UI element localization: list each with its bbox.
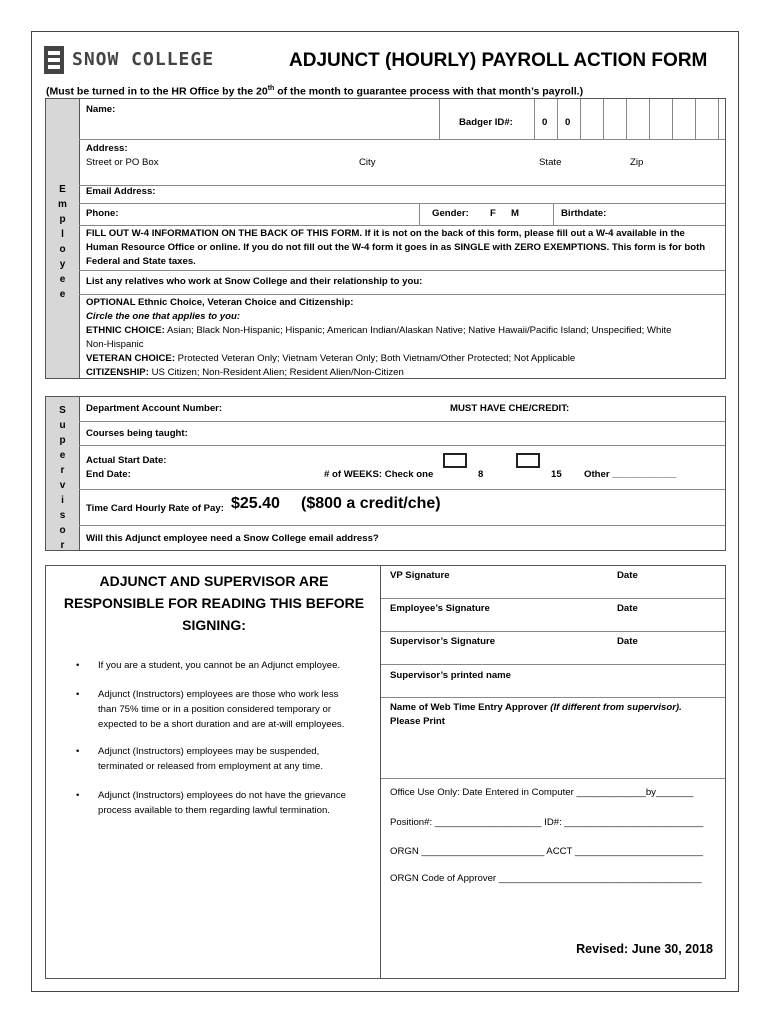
- ethnic-choice-line: ETHNIC CHOICE: Asian; Black Non-Hispanic; Hispanic; American Indian/Alaskan Native; Native Hawaii/Pacific Island; Unspecified; White: [86, 325, 672, 336]
- notice-bullet-line: than 75% time or in a position considered temporary or: [98, 704, 332, 715]
- snow-college-s-icon: [44, 46, 64, 74]
- employee-letter: p: [59, 214, 66, 225]
- snow-college-logo: [44, 46, 214, 74]
- address-row[interactable]: [79, 139, 725, 185]
- optional-subtitle: Circle the one that applies to you:: [86, 311, 241, 322]
- zip-label: Zip: [630, 157, 644, 168]
- email-label: Email Address:: [86, 186, 156, 197]
- end-date-label: End Date:: [86, 469, 131, 480]
- vp-signature-label: VP Signature: [390, 570, 450, 581]
- supervisor-letter: s: [59, 510, 66, 521]
- employee-side-label: [46, 182, 79, 302]
- name-row[interactable]: [79, 99, 725, 139]
- badger-id-digit[interactable]: 0: [565, 117, 571, 128]
- supervisor-section: [45, 396, 726, 551]
- rate-label: Time Card Hourly Rate of Pay:: [86, 503, 224, 514]
- weeks-other-field[interactable]: Other ____________: [584, 469, 677, 480]
- employee-sidebar: [46, 99, 80, 378]
- supervisor-letter: r: [60, 540, 65, 551]
- supervisor-letter: r: [60, 465, 65, 476]
- w4-notice-line-1: FILL OUT W-4 INFORMATION ON THE BACK OF THIS FORM. If it is not on the back of this form, please fill out a W-4 available in the: [86, 228, 685, 239]
- form-subtitle: (Must be turned in to the HR Office by the 20th of the month to guarantee process with that month’s payroll.): [46, 85, 584, 98]
- notice-box: [45, 565, 381, 979]
- employee-signature-row[interactable]: [381, 599, 725, 632]
- notice-heading: ADJUNCT AND SUPERVISOR ARE RESPONSIBLE FOR READING THIS BEFORE SIGNING:: [63, 573, 365, 633]
- weeks-8-checkbox[interactable]: [443, 453, 467, 468]
- supervisor-letter: e: [59, 450, 66, 461]
- supervisor-signature-label: Supervisor’s Signature: [390, 636, 496, 647]
- veteran-choice-line: VETERAN CHOICE: Protected Veteran Only; Vietnam Veteran Only; Both Vietnam/Other Protected; Not Applicable: [86, 353, 576, 364]
- employee-letter: y: [59, 259, 66, 270]
- relatives-label: List any relatives who work at Snow College and their relationship to you:: [86, 276, 423, 287]
- rate-value: $25.40: [231, 495, 280, 512]
- relatives-row[interactable]: [79, 270, 725, 294]
- phone-label: Phone:: [86, 208, 119, 219]
- gender-label: Gender:: [432, 208, 469, 219]
- start-date-label: Actual Start Date:: [86, 455, 167, 466]
- courses-row[interactable]: [79, 421, 725, 445]
- supervisor-side-label: [46, 403, 79, 553]
- employee-letter: E: [59, 184, 66, 195]
- supervisor-letter: i: [61, 495, 64, 506]
- approver-label: Name of Web Time Entry Approver (If different from supervisor).: [390, 702, 682, 713]
- please-print-label: Please Print: [390, 716, 445, 727]
- badger-id-digit[interactable]: 0: [542, 117, 548, 128]
- supervisor-letter: o: [59, 525, 66, 536]
- revised-date: Revised: June 30, 2018: [576, 942, 713, 956]
- bullet-icon: •: [76, 660, 80, 671]
- supervisor-date-label: Date: [617, 636, 638, 647]
- bullet-icon: •: [76, 790, 80, 801]
- employee-letter: m: [58, 199, 67, 210]
- supervisor-printed-label: Supervisor’s printed name: [390, 670, 512, 681]
- supervisor-letter: p: [59, 435, 66, 446]
- dept-account-label: Department Account Number:: [86, 403, 223, 414]
- gender-m-option[interactable]: M: [511, 208, 519, 219]
- supervisor-letter: u: [59, 420, 66, 431]
- supervisor-letter: v: [59, 480, 66, 491]
- vp-signature-row[interactable]: [381, 566, 725, 599]
- supervisor-letter: S: [59, 405, 66, 416]
- rate-row: [79, 489, 725, 525]
- notice-bullet-line: If you are a student, you cannot be an Adjunct employee.: [98, 660, 341, 671]
- name-label: Name:: [86, 104, 116, 115]
- email-question-row[interactable]: [79, 525, 725, 552]
- signature-box: [381, 565, 726, 979]
- optional-title: OPTIONAL Ethnic Choice, Veteran Choice and Citizenship:: [86, 297, 354, 308]
- city-label: City: [359, 157, 376, 168]
- ethnic-choice-line-2: Non-Hispanic: [86, 339, 144, 350]
- employee-letter: e: [59, 289, 66, 300]
- notice-bullet-line: Adjunct (Instructors) employees are those who work less: [98, 689, 339, 700]
- weeks-8-label: 8: [478, 469, 484, 480]
- office-use-date-field[interactable]: Office Use Only: Date Entered in Computer _____________by_______: [390, 787, 694, 798]
- w4-notice-row: [79, 225, 725, 270]
- street-label: Street or PO Box: [86, 157, 159, 168]
- state-label: State: [539, 157, 562, 168]
- employee-letter: e: [59, 274, 66, 285]
- weeks-15-checkbox[interactable]: [516, 453, 540, 468]
- employee-date-label: Date: [617, 603, 638, 614]
- employee-letter: o: [59, 244, 66, 255]
- gender-f-option[interactable]: F: [490, 208, 496, 219]
- notice-bullet-line: Adjunct (Instructors) employees may be suspended,: [98, 746, 320, 757]
- birthdate-label: Birthdate:: [561, 208, 607, 219]
- orgn-acct-field[interactable]: ORGN _______________________ ACCT ________________________: [390, 846, 703, 857]
- employee-letter: l: [61, 229, 64, 240]
- dept-account-row[interactable]: [79, 397, 725, 421]
- orgn-approver-field[interactable]: ORGN Code of Approver ______________________________________: [390, 873, 702, 884]
- approver-row[interactable]: [381, 698, 725, 779]
- badger-id-label: Badger ID#:: [459, 117, 513, 128]
- courses-label: Courses being taught:: [86, 428, 188, 439]
- notice-bullet-line: process available to them regarding lawful termination.: [98, 805, 330, 816]
- notice-bullet-line: Adjunct (Instructors) employees do not have the grievance: [98, 790, 346, 801]
- logo-text: SNOW COLLEGE: [72, 49, 215, 70]
- phone-row[interactable]: [79, 203, 725, 225]
- email-row[interactable]: [79, 185, 725, 203]
- notice-bullet-line: expected to be a short duration and are at-will employees.: [98, 719, 345, 730]
- che-credit-label: MUST HAVE CHE/CREDIT:: [450, 403, 570, 414]
- citizenship-line: CITIZENSHIP: US Citizen; Non-Resident Alien; Resident Alien/Non-Citizen: [86, 367, 404, 378]
- optional-choices-row: [79, 294, 725, 380]
- weeks-15-label: 15: [551, 469, 562, 480]
- employee-signature-label: Employee’s Signature: [390, 603, 490, 614]
- bullet-icon: •: [76, 746, 80, 757]
- employee-section: [45, 98, 726, 379]
- w4-notice-line-3: Federal and State taxes.: [86, 256, 196, 267]
- weeks-label: # of WEEKS: Check one: [324, 469, 434, 480]
- dates-row[interactable]: [79, 445, 725, 489]
- address-label: Address:: [86, 143, 128, 154]
- vp-date-label: Date: [617, 570, 638, 581]
- rate-note: ($800 a credit/che): [301, 495, 441, 512]
- supervisor-printed-row[interactable]: [381, 665, 725, 698]
- position-id-field[interactable]: Position#: ____________________ ID#: __________________________: [390, 817, 704, 828]
- supervisor-sidebar: [46, 397, 80, 550]
- w4-notice-line-2: Human Resource Office or online. If you do not fill out the W-4 form it goes in as SINGLE with ZERO EXEMPTIONS. This form is for both: [86, 242, 706, 253]
- bullet-icon: •: [76, 689, 80, 700]
- email-question-label: Will this Adjunct employee need a Snow College email address?: [86, 533, 379, 544]
- form-title: ADJUNCT (HOURLY) PAYROLL ACTION FORM: [289, 50, 708, 71]
- supervisor-signature-row[interactable]: [381, 632, 725, 665]
- notice-bullet-line: terminated or released from employment at any time.: [98, 761, 324, 772]
